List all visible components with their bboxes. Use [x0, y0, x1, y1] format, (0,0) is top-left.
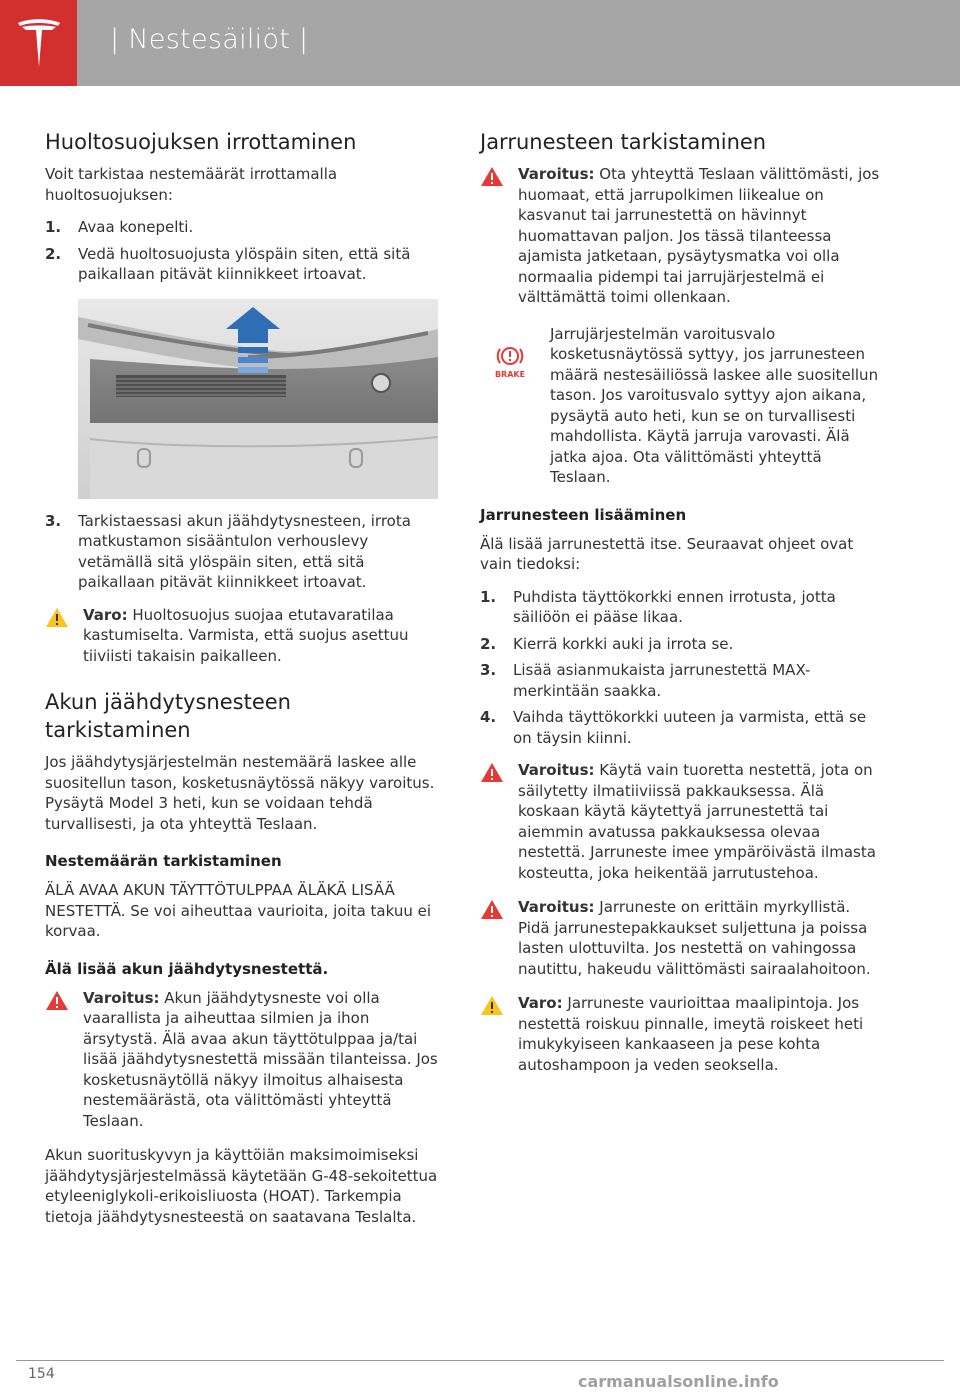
- notice-label: Varo:: [83, 605, 128, 624]
- step-text: Vedä huoltosuojusta ylöspäin siten, että sitä paikallaan pitävät kiinnikkeet irtoavat.: [78, 244, 411, 283]
- list-item: [480, 707, 880, 748]
- notice-label: Varoitus:: [518, 898, 595, 916]
- paragraph: Akun suorituskyvyn ja käyttöiän maksimoimiseksi jäähdytysjärjestelmässä käytetään G-48-sekoitettua etyleeniglykoli-erikoisliuosta (HOAT). Tarkempia tietoja jäähdytysnesteestä on saatavana Teslalta.: [45, 1146, 438, 1226]
- watermark: carmanualsonline.info: [578, 1372, 779, 1391]
- list-item: [480, 634, 880, 655]
- caution-icon: [45, 607, 69, 628]
- notice-text: Jarruneste on erittäin myrkyllistä. Pidä jarrunestepakkaukset suljettuna ja poissa lasten ulottuvilta. Jos nestettä on vahingossa nautittu, hakeudu välittömästi sairaalahoitoon.: [518, 898, 871, 978]
- brake-icon-label: BRAKE: [494, 369, 526, 379]
- step-number: 3.: [480, 661, 497, 679]
- page-title: | Nestesäiliöt |: [110, 24, 309, 55]
- step-text: Tarkistaessasi akun jäähdytysnesteen, irrota matkustamon sisääntulon verhouslevy vetämällä sitä ylöspäin siten, että sitä paikallaan pitävät kiinnikkeet irtoavat.: [78, 511, 411, 591]
- warning-notice: [45, 988, 440, 1132]
- step-list: [45, 511, 440, 593]
- step-text: Lisää asianmukaista jarrunestettä MAX-merkintään saakka.: [513, 661, 811, 700]
- service-panel-illustration: [78, 299, 438, 499]
- left-column: [45, 128, 440, 1239]
- paragraph: Älä lisää jarrunestettä itse. Seuraavat ohjeet ovat vain tiedoksi:: [480, 534, 854, 573]
- section-heading: Jarrunesteen tarkistaminen: [480, 130, 767, 154]
- section-heading: Huoltosuojuksen irrottaminen: [45, 130, 357, 154]
- warning-icon: [45, 990, 69, 1011]
- list-item: [45, 244, 440, 285]
- notice-text: Jarruneste vaurioittaa maalipintoja. Jos nestettä roiskuu pinnalle, imeytä roiskeet heti imukykyiseen kankaaseen ja pese kohta autoshampoon ja veden seoksella.: [518, 994, 864, 1074]
- warning-notice: [480, 760, 880, 883]
- section-heading: Akun jäähdytysnesteen tarkistaminen: [45, 690, 291, 742]
- right-column: [480, 128, 880, 1089]
- list-item: [480, 660, 880, 701]
- notice-label: Varo:: [518, 994, 563, 1012]
- notice-label: Varoitus:: [518, 761, 595, 779]
- notice-label: Varoitus:: [83, 988, 160, 1007]
- notice-text: Ota yhteyttä Teslaan välittömästi, jos huomaat, että jarrupolkimen liikealue on kasvanut tai jarrunestettä on hävinnyt huomattavan paljon. Jos tässä tilanteessa ajamista jatketaan, pysäytysmatka voi olla normaalia pidempi tai jarrujärjestelmä ei välttämättä toimi ollenkaan.: [518, 165, 880, 306]
- subheading: Älä lisää akun jäähdytysnestettä.: [45, 959, 329, 978]
- warning-icon: [480, 166, 504, 187]
- list-item: [45, 217, 440, 238]
- notice-text: Käytä vain tuoretta nestettä, jota on säilytetty ilmatiiviissä pakkauksessa. Älä koskaan käytä käytettyä jarrunestettä tai aiemmin avatussa pakkauksessa olevaa nestettä. Jarruneste imee ympäröivästä ilmasta kosteutta, joka heikentää jarrutustehoa.: [518, 761, 876, 882]
- step-number: 4.: [480, 708, 497, 726]
- step-number: 1.: [45, 218, 62, 236]
- subheading: Jarrunesteen lisääminen: [480, 505, 687, 524]
- caution-icon: [480, 995, 504, 1016]
- notice-text: Huoltosuojus suojaa etutavaratilaa kastumiselta. Varmista, että suojus asettuu tiiviisti takaisin paikalleen.: [83, 605, 409, 665]
- step-list: [480, 587, 880, 749]
- warning-notice: [480, 164, 880, 308]
- notice-text: Akun jäähdytysneste voi olla vaarallista ja aiheuttaa silmien ja ihon ärsytystä. Älä avaa akun täyttötulppaa ja/tai lisää jäähdytysnestettä missään tilanteissa. Jos kosketusnäytöllä näkyy ilmoitus alhaisesta nestemäärästä, ota välittömästi yhteyttä Teslaan.: [83, 988, 438, 1130]
- footer-divider: [16, 1360, 944, 1361]
- tesla-logo: [0, 0, 77, 86]
- notice-label: Varoitus:: [518, 165, 595, 183]
- warning-icon: [480, 899, 504, 920]
- step-number: 3.: [45, 511, 62, 530]
- paragraph: ÄLÄ AVAA AKUN TÄYTTÖTULPPAA ÄLÄKÄ LISÄÄ NESTETTÄ. Se voi aiheuttaa vaurioita, joita takuu ei korvaa.: [45, 881, 432, 940]
- paragraph: Jos jäähdytysjärjestelmän nestemäärä laskee alle suositellun tason, kosketusnäytössä näkyy varoitus. Pysäytä Model 3 heti, kun se voidaan tehdä turvallisesti, ja ota yhteyttä Teslaan.: [45, 753, 435, 833]
- service-panel-figure: [78, 299, 438, 499]
- page-header: [0, 0, 960, 86]
- step-number: 2.: [45, 244, 62, 263]
- step-list: [45, 217, 440, 285]
- step-text: Kierrä korkki auki ja irrota se.: [513, 634, 734, 653]
- page-number: 154: [28, 1366, 55, 1382]
- brake-symbol-icon: [490, 346, 530, 380]
- step-number: 2.: [480, 634, 497, 653]
- tesla-logo-icon: [16, 15, 62, 71]
- list-item: [45, 511, 440, 593]
- brake-info-text: Jarrujärjestelmän varoitusvalo kosketusnäytössä syttyy, jos jarrunesteen määrä nestesäiliössä laskee alle suositellun tason. Jos varoitusvalo syttyy ajon aikana, pysäytä auto heti, kun se on turvallisesti mahdollista. Käytä jarruja varovasti. Älä jatka ajoa. Ota välittömästi yhteyttä Teslaan.: [550, 324, 879, 486]
- step-text: Avaa konepelti.: [78, 218, 194, 236]
- step-text: Vaihda täyttökorkki uuteen ja varmista, että se on täysin kiinni.: [513, 708, 867, 747]
- caution-notice: [45, 605, 440, 667]
- step-number: 1.: [480, 587, 497, 606]
- subheading: Nestemäärän tarkistaminen: [45, 852, 282, 870]
- list-item: [480, 587, 880, 628]
- warning-notice: [480, 897, 880, 979]
- paragraph: Voit tarkistaa nestemäärät irrottamalla huoltosuojuksen:: [45, 165, 338, 204]
- warning-icon: [480, 762, 504, 783]
- step-text: Puhdista täyttökorkki ennen irrotusta, jotta säiliöön ei pääse likaa.: [513, 587, 836, 626]
- brake-light-info: [480, 324, 880, 488]
- caution-notice: [480, 993, 880, 1075]
- brake-warning-icon: [480, 324, 550, 488]
